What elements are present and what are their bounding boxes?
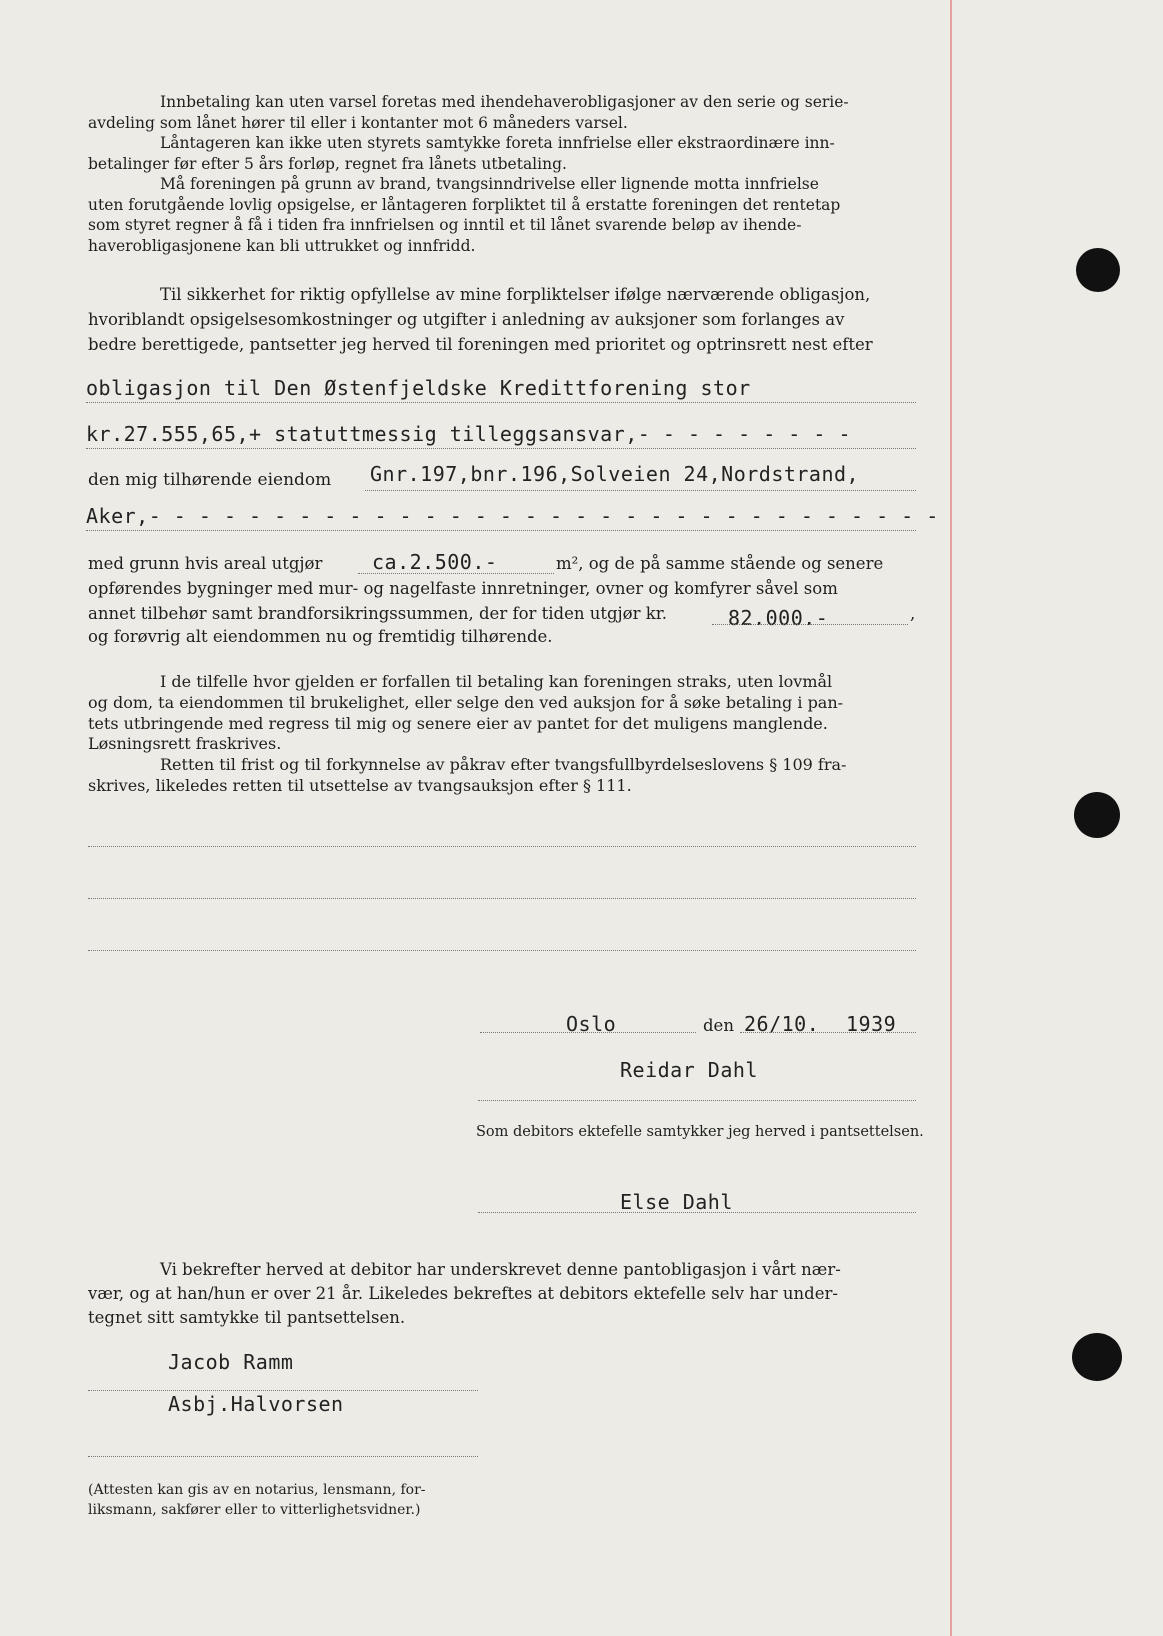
property-label: den mig tilhørende eiendom — [88, 470, 332, 490]
area-suffix: m², og de på samme stående og senere — [556, 554, 884, 573]
text-line: uten forutgående lovlig opsigelse, er låntageren forpliktet til å erstatte foreningen det rentetap — [88, 195, 841, 214]
signature-line — [478, 1100, 916, 1101]
witness-signature-2: Asbj.Halvorsen — [168, 1392, 344, 1416]
insurance-prefix: annet tilbehør samt brandforsikringssummen, der for tiden utgjør kr. — [88, 604, 668, 623]
text-line: Løsningsrett fraskrives. — [88, 734, 282, 754]
text-line: og forøvrig alt eiendommen nu og fremtidig tilhørende. — [88, 627, 553, 646]
signature-line — [88, 1390, 478, 1391]
text-line: tegnet sitt samtykke til pantsettelsen. — [88, 1308, 406, 1327]
blank-line — [88, 846, 916, 847]
punch-hole-top — [1076, 248, 1120, 292]
text-line: haverobligasjonene kan bli uttrukket og innfridd. — [88, 236, 476, 255]
area-value: ca.2.500.- — [372, 550, 498, 574]
spouse-consent-text: Som debitors ektefelle samtykker jeg herved i pantsettelsen. — [476, 1124, 924, 1140]
place-value: Oslo — [566, 1012, 617, 1036]
fill-line — [86, 530, 916, 531]
default-terms-paragraph — [88, 672, 916, 797]
fill-line — [712, 624, 908, 625]
witness-signature-1: Jacob Ramm — [168, 1350, 294, 1374]
insurance-value: 82.000.- — [728, 606, 829, 630]
text-line: bedre berettigede, pantsetter jeg herved til foreningen med prioritet og optrinsrett nest efter — [88, 335, 873, 354]
text-line: Må foreningen på grunn av brand, tvangsinndrivelse eller lignende motta innfrielse — [160, 175, 819, 193]
security-paragraph — [88, 282, 916, 357]
text-line: som styret regner å få i tiden fra innfrielsen og inntil et til lånet svarende beløp av ihende- — [88, 216, 802, 234]
text-line: Låntageren kan ikke uten styrets samtykke foreta innfrielse eller ekstraordinære inn- — [160, 134, 835, 152]
debtor-signature: Reidar Dahl — [620, 1058, 758, 1082]
text-line: Vi bekrefter herved at debitor har underskrevet denne pantobligasjon i vårt nær- — [160, 1260, 841, 1279]
text-line: avdeling som lånet hører til eller i kontanter mot 6 måneders varsel. — [88, 113, 628, 132]
signature-line — [478, 1212, 916, 1213]
text-line: I de tilfelle hvor gjelden er forfallen til betaling kan foreningen straks, uten lovmål — [160, 672, 833, 691]
text-line: og dom, ta eiendommen til brukelighet, eller selge den ved auksjon for å søke betaling i pan- — [88, 692, 844, 712]
date-value: 26/10. — [744, 1012, 820, 1036]
spouse-signature: Else Dahl — [620, 1190, 733, 1214]
typed-lien-line-1: obligasjon til Den Østenfjeldske Kredittforening stor — [86, 376, 751, 400]
footnote-line-1: (Attesten kan gis av en notarius, lensmann, for- — [88, 1482, 426, 1498]
text-line: betalinger før efter 5 års forløp, regnet fra lånets utbetaling. — [88, 154, 567, 173]
text-line: skrives, likeledes retten til utsettelse av tvangsauksjon efter § 111. — [88, 775, 632, 795]
text-line: Innbetaling kan uten varsel foretas med ihendehaverobligasjoner av den serie og serie- — [160, 93, 849, 111]
typed-lien-line-2: kr.27.555,65,+ statuttmessig tilleggsansvar,- - - - - - - - - — [86, 422, 852, 446]
typed-property-line-2: Aker,- - - - - - - - - - - - - - - - - - - - - - - - - - - - - - - - — [86, 504, 939, 528]
typed-property-line: Gnr.197,bnr.196,Solveien 24,Nordstrand, — [370, 462, 860, 486]
repayment-terms-paragraph — [88, 92, 916, 256]
text-line: Retten til frist og til forkynnelse av påkrav efter tvangsfullbyrdelseslovens § 109 fra- — [160, 755, 847, 775]
text-line: Til sikkerhet for riktig opfyllelse av mine forpliktelser ifølge nærværende obligasjon, — [160, 285, 871, 304]
margin-rule — [950, 0, 952, 1636]
fill-line — [480, 1032, 696, 1033]
punch-hole-bottom — [1072, 1333, 1122, 1381]
blank-line — [88, 898, 916, 899]
text-line: hvoriblandt opsigelsesomkostninger og utgifter i anledning av auksjoner som forlanges av — [88, 310, 845, 329]
fill-line — [365, 490, 916, 491]
punch-hole-middle — [1074, 792, 1120, 838]
fill-line — [358, 573, 554, 574]
blank-line — [88, 950, 916, 951]
area-prefix: med grunn hvis areal utgjør — [88, 554, 323, 573]
fill-line — [86, 402, 916, 403]
witness-attestation-paragraph — [88, 1258, 916, 1330]
date-label: den — [703, 1016, 734, 1035]
insurance-end: , — [910, 604, 916, 623]
text-line: tets utbringende med regress til mig og senere eier av pantet for det muligens manglende. — [88, 713, 828, 733]
signature-line — [88, 1456, 478, 1457]
year-value: 1939 — [846, 1012, 897, 1036]
text-line: vær, og at han/hun er over 21 år. Likeledes bekreftes at debitors ektefelle selv har under- — [88, 1284, 838, 1303]
fill-line — [86, 448, 916, 449]
text-line: opførendes bygninger med mur- og nagelfaste innretninger, ovner og komfyrer såvel som — [88, 579, 838, 598]
footnote-line-2: liksmann, sakfører eller to vitterlighetsvidner.) — [88, 1502, 421, 1518]
